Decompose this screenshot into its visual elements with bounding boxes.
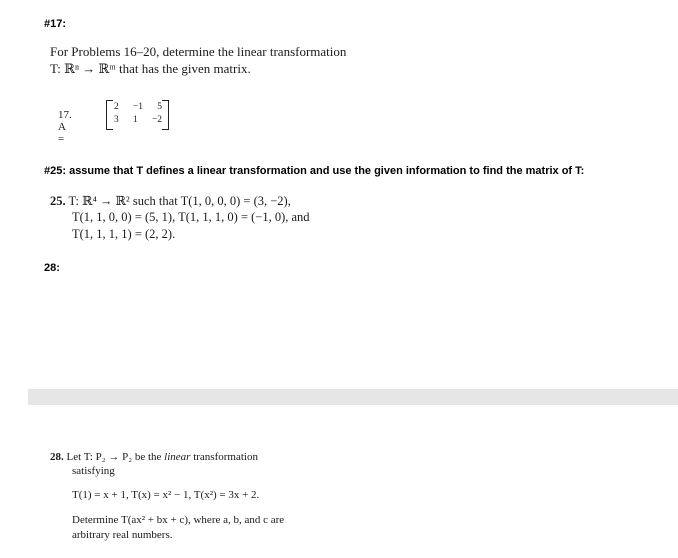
instructions-16-20-line2: T: ℝⁿ → ℝᵐ that has the given matrix. [50, 61, 251, 76]
section-divider [28, 389, 678, 405]
problem-17-header: #17: [44, 18, 67, 30]
left-bracket [106, 100, 113, 130]
right-bracket [162, 100, 169, 130]
problem-28-line1 [50, 451, 258, 463]
problem-28-header: 28: [44, 262, 60, 274]
problem-25-line1 [50, 193, 291, 209]
matrix-row-2 [114, 115, 162, 125]
problem-25-number: 25. [50, 194, 66, 208]
matrix-cell: −1 [132, 102, 144, 112]
problem-25-line2: T(1, 1, 0, 0) = (5, 1), T(1, 1, 1, 0) = (−1, 0), and [72, 210, 310, 224]
problem-25-line1-text: T: ℝ⁴ → ℝ² such that T(1, 0, 0, 0) = (3, −2), [68, 194, 291, 208]
matrix-cell: 1 [132, 115, 138, 125]
problem-28-line1-text-c: transformation [190, 451, 258, 463]
problem-25-header: #25: assume that T defines a linear transformation and use the given information to find the matrix of T: [44, 165, 585, 177]
problem-28-line5: arbitrary real numbers. [72, 529, 173, 541]
matrix-cell: −2 [151, 115, 162, 125]
matrix-cell: 5 [157, 102, 162, 112]
problem-28-line4: Determine T(ax² + bx + c), where a, b, and c are [72, 514, 285, 526]
problem-25-line3: T(1, 1, 1, 1) = (2, 2). [72, 227, 176, 241]
problem-28-line1-text-a: Let T: P₂ → P₂ be the [66, 451, 165, 463]
problem-28-line3: T(1) = x + 1, T(x) = x² − 1, T(x²) = 3x + 2. [72, 489, 260, 501]
matrix-row-1 [114, 102, 162, 112]
problem-28-number: 28. [50, 451, 64, 463]
matrix-cell: 3 [114, 115, 119, 125]
instructions-16-20-line1: For Problems 16–20, determine the linear transformation [50, 44, 347, 59]
problem-28-line2: satisfying [72, 465, 115, 477]
problem-17-label: 17. A = [58, 109, 72, 145]
problem-28-line1-italic: linear [164, 451, 191, 463]
matrix-cell: 2 [114, 102, 119, 112]
